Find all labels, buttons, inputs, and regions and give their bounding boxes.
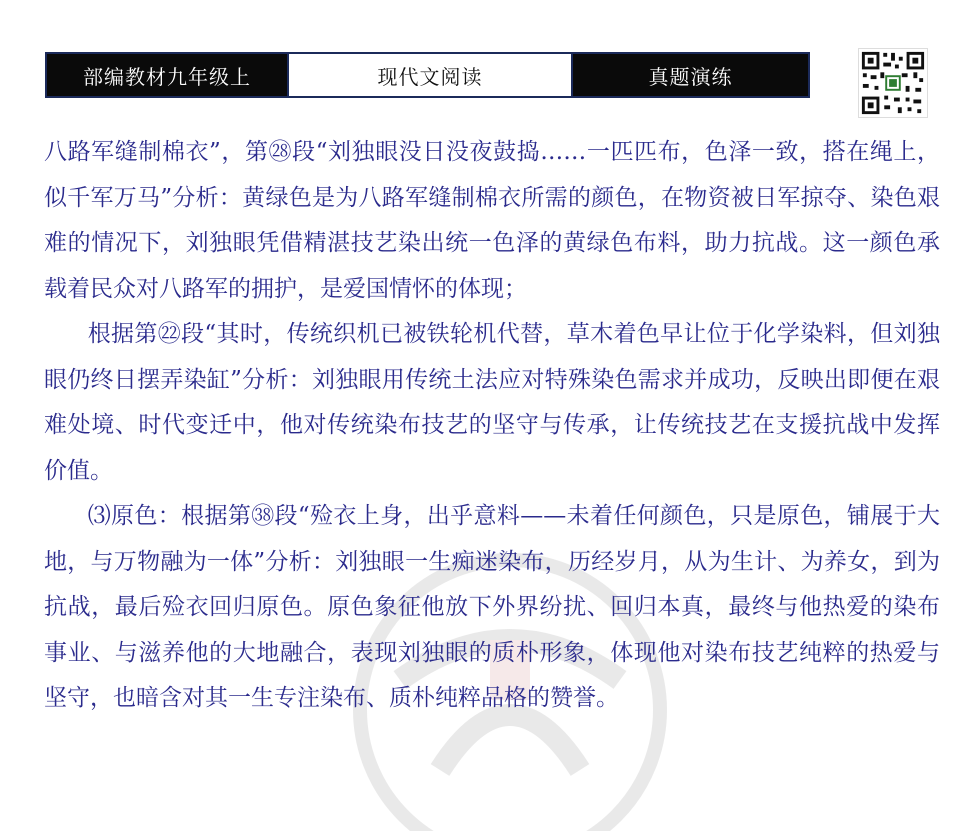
answer-text [44,130,940,722]
paragraph-2: 根据第㉒段“其时，传统织机已被铁轮机代替，草木着色早让位于化学染料，但刘独眼仍终日摆弄染缸”分析：刘独眼用传统土法应对特殊染色需求并成功，反映出即便在艰难处境、时代变迁中，他对传统染布技艺的坚守与传承，让传统技艺在支援抗战中发挥价值。 [44,321,940,484]
qr-code-icon [858,48,928,118]
paragraph-3: ⑶原色：根据第㊳段“殓衣上身，出乎意料——未着任何颜色，只是原色，铺展于大地，与万物融为一体”分析：刘独眼一生痴迷染布，历经岁月，从为生计、为养女，到为抗战，最后殓衣回归原色。原色象征他放下外界纷扰、回归本真，最终与他热爱的染布事业、与滋养他的大地融合，表现刘独眼的质朴形象，体现他对染布技艺纯粹的热爱与坚守，也暗含对其一生专注染布、质朴纯粹品格的赞誉。 [44,503,940,711]
header-mid-label: 现代文阅读 [287,54,573,96]
header-left-label: 部编教材九年级上 [47,54,287,96]
paragraph-1: 八路军缝制棉衣”，第㉘段“刘独眼没日没夜鼓捣……一匹匹布，色泽一致，搭在绳上，似千军万马”分析：黄绿色是为八路军缝制棉衣所需的颜色，在物资被日军掠夺、染色艰难的情况下，刘独眼凭借精湛技艺染出统一色泽的黄绿色布料，助力抗战。这一颜色承载着民众对八路军的拥护，是爱国情怀的体现； [44,139,940,302]
header-bar [45,52,810,98]
header-right-label: 真题演练 [573,54,808,96]
